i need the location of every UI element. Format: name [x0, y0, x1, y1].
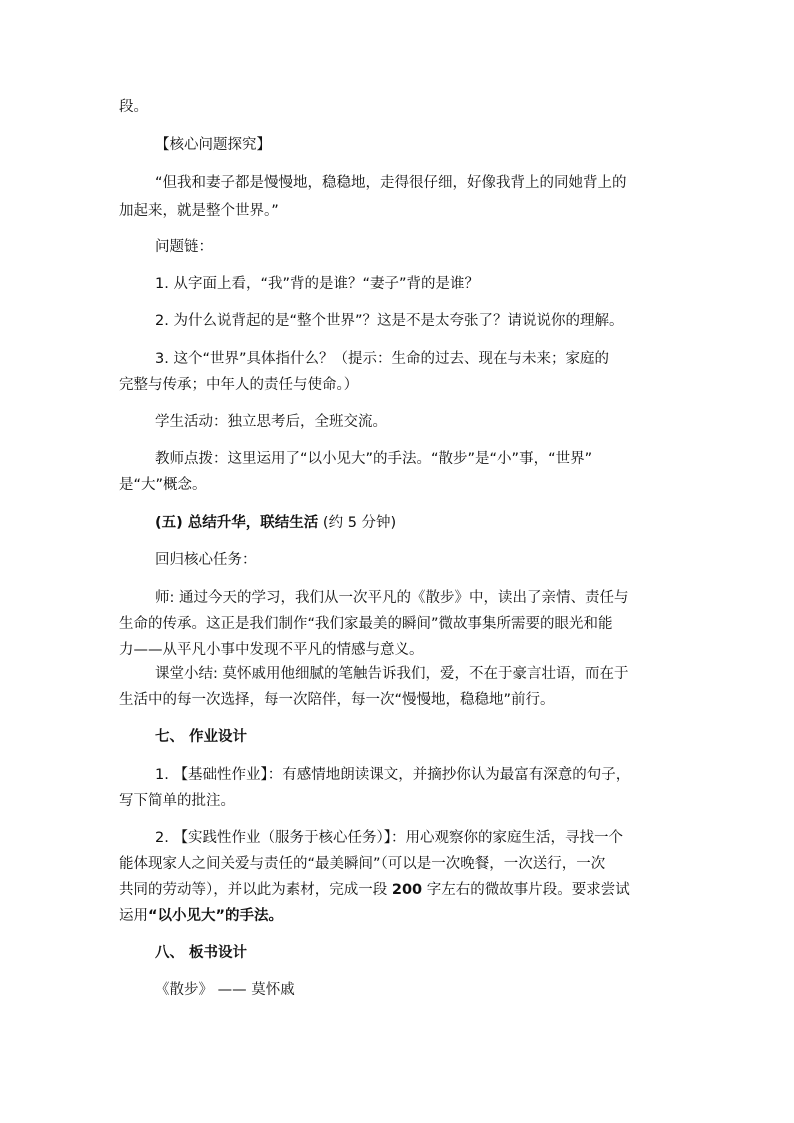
section-5-title: (五) 总结升华，联结生活 [155, 515, 319, 531]
board-design-title: 《散步》 —— 莫怀戚 [155, 982, 295, 998]
homework-2-text: 运用 [119, 908, 148, 924]
core-question-heading: 【核心问题探究】 [155, 137, 271, 153]
teacher-tip-line-1: 教师点拨：这里运用了“以小见大”的手法。“散步”是“小”事，“世界” [155, 451, 593, 467]
section-5-duration: (约 5 分钟) [318, 515, 397, 531]
question-3-line-1: 3. 这个“世界”具体指什么？（提示：生命的过去、现在与未来；家庭的 [155, 351, 609, 367]
homework-2-text: 字左右的微故事片段。要求尝试 [422, 882, 630, 898]
question-2: 2. 为什么说背起的是“整个世界”？这是不是太夸张了？请说说你的理解。 [155, 313, 624, 329]
quote-line-2: 加起来，就是整个世界。” [119, 203, 279, 219]
homework-2-line-4 [119, 902, 679, 930]
class-summary-line-2: 生活中的每一次选择，每一次陪伴，每一次“慢慢地，稳稳地”前行。 [119, 692, 555, 708]
question-1: 1. 从字面上看，“我”背的是谁？“妻子”背的是谁？ [155, 276, 479, 292]
homework-1-line-1: 1. 【基础性作业】：有感情地朗读课文，并摘抄你认为最富有深意的句子， [155, 767, 631, 783]
question-3-line-2: 完整与传承；中年人的责任与使命。） [119, 377, 359, 393]
section-8-heading: 八、 板书设计 [155, 945, 248, 961]
return-core-task: 回归核心任务： [155, 552, 257, 568]
student-activity: 学生活动：独立思考后，全班交流。 [155, 414, 387, 430]
section-7-heading: 七、 作业设计 [155, 729, 248, 745]
quote-line-1: “但我和妻子都是慢慢地，稳稳地，走得很仔细，好像我背上的同她背上的 [155, 175, 627, 191]
homework-2-line-1: 2. 【实践性作业（服务于核心任务）】：用心观察你的家庭生活，寻找一个 [155, 830, 623, 846]
class-summary-line-1: 课堂小结: 莫怀戚用他细腻的笔触告诉我们，爱，不在于豪言壮语，而在于 [155, 666, 629, 682]
question-chain-label: 问题链： [155, 239, 213, 255]
homework-2-technique: “以小见大”的手法。 [148, 908, 284, 924]
section-5-heading [155, 509, 715, 537]
homework-2-word-count: 200 [391, 882, 423, 898]
homework-2-line-2: 能体现家人之间关爱与责任的“最美瞬间”（可以是一次晚餐，一次送行，一次 [119, 856, 606, 872]
text-line-fragment: 段。 [119, 99, 148, 115]
homework-2-text: 共同的劳动等），并以此为素材，完成一段 [119, 882, 392, 898]
homework-1-line-2: 写下简单的批注。 [119, 793, 235, 809]
teacher-summary-line-1: 师: 通过今天的学习，我们从一次平凡的《散步》中，读出了亲情、责任与 [155, 590, 629, 606]
teacher-summary-line-3: 力——从平凡小事中发现不平凡的情感与意义。 [119, 642, 424, 658]
teacher-tip-line-2: 是“大”概念。 [119, 477, 207, 493]
teacher-summary-line-2: 生命的传承。这正是我们制作“我们家最美的瞬间”微故事集所需要的眼光和能 [119, 616, 613, 632]
homework-2-line-3 [119, 876, 679, 904]
